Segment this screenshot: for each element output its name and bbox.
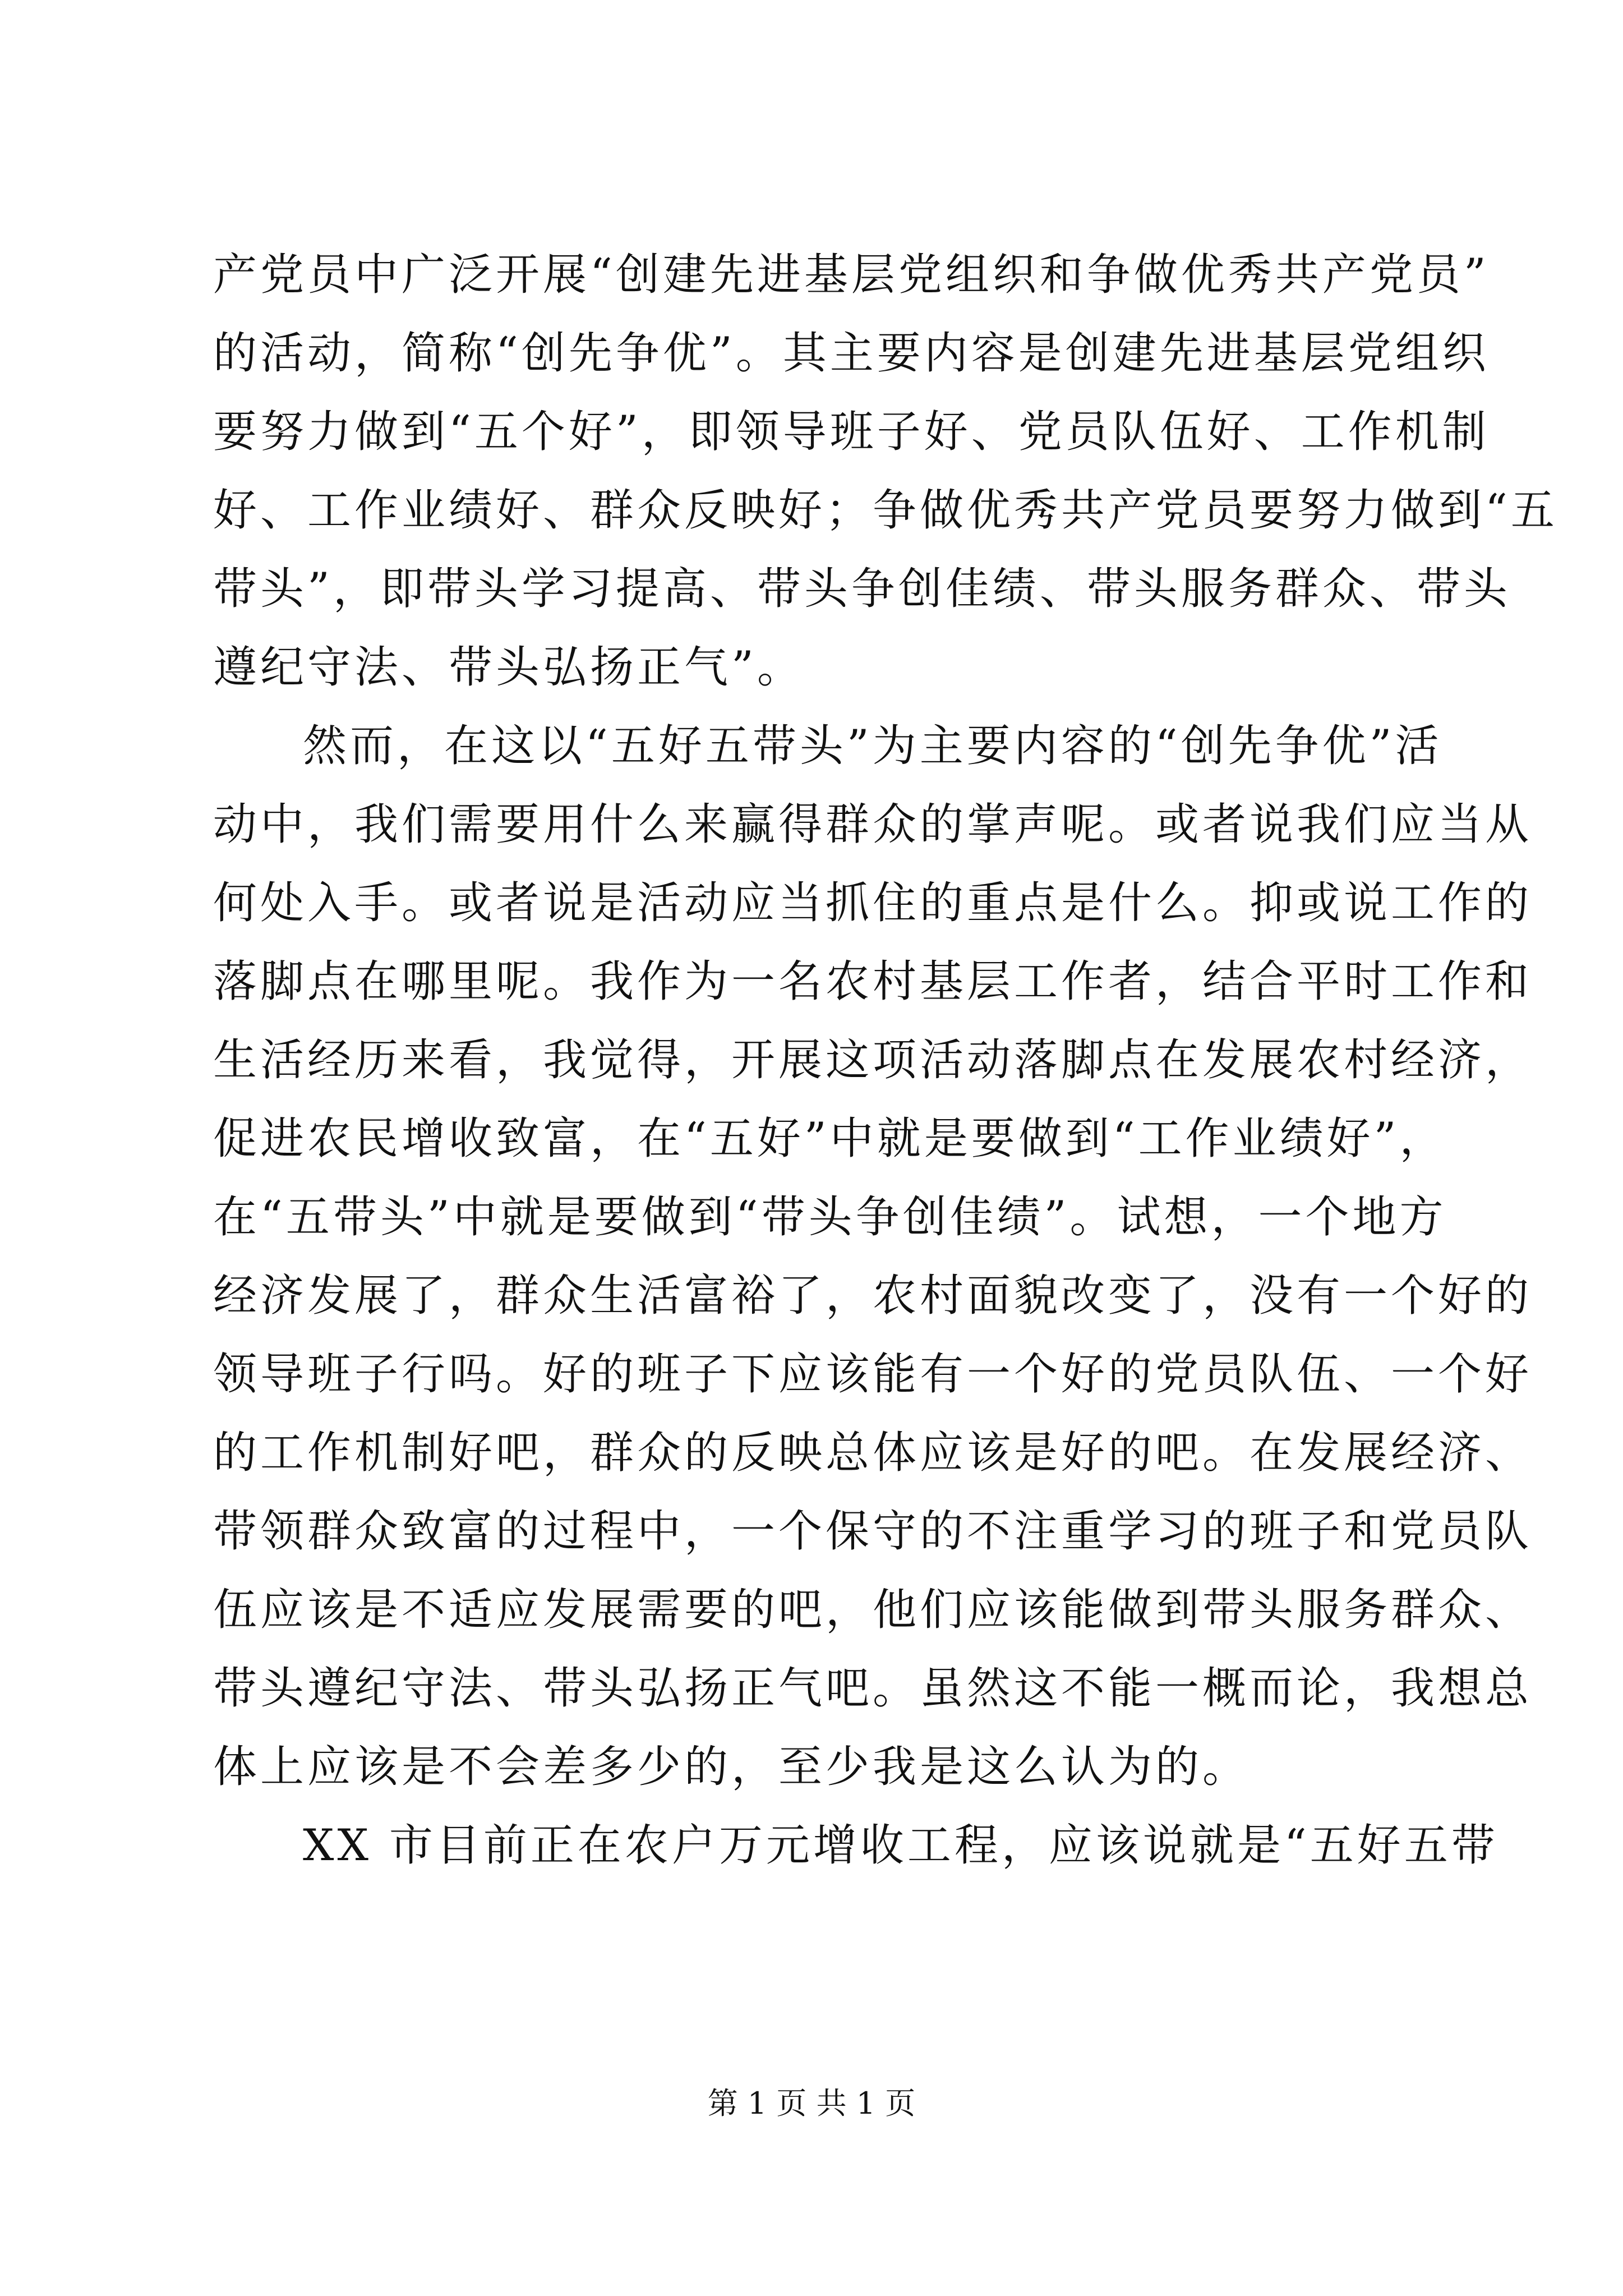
text-line: 产党员中广泛开展“创建先进基层党组织和争做优秀共产党员”	[213, 250, 1490, 300]
text-line: 动中，我们需要用什么来赢得群众的掌声呢。或者说我们应当从	[213, 799, 1533, 850]
paragraph-first-line: XX 市目前正在农户万元增收工程，应该说就是“五好五带	[303, 1820, 1498, 1871]
text-line: 在“五带头”中就是要做到“带头争创佳绩”。试想，一个地方	[213, 1192, 1447, 1243]
text-line: 要努力做到“五个好”，即领导班子好、党员队伍好、工作机制	[213, 407, 1490, 457]
text-line: 遵纪守法、带头弘扬正气”。	[213, 642, 804, 693]
document-body	[213, 236, 1558, 1885]
text-line: 何处入手。或者说是活动应当抓住的重点是什么。抑或说工作的	[213, 878, 1533, 928]
text-line: 落脚点在哪里呢。我作为一名农村基层工作者，结合平时工作和	[213, 956, 1533, 1007]
text-line: 领导班子行吗。好的班子下应该能有一个好的党员队伍、一个好	[213, 1349, 1533, 1400]
paragraph-first-line: 然而，在这以“五好五带头”为主要内容的“创先争优”活	[303, 721, 1442, 771]
text-line: 经济发展了，群众生活富裕了，农村面貌改变了，没有一个好的	[213, 1271, 1533, 1321]
text-line: 生活经历来看，我觉得，开展这项活动落脚点在发展农村经济，	[213, 1035, 1533, 1085]
text-line: 的工作机制好吧，群众的反映总体应该是好的吧。在发展经济、	[213, 1428, 1533, 1478]
text-line: 带头”，即带头学习提高、带头争创佳绩、带头服务群众、带头	[213, 564, 1511, 614]
text-line: 伍应该是不适应发展需要的吧，他们应该能做到带头服务群众、	[213, 1585, 1533, 1635]
text-line: 促进农民增收致富，在“五好”中就是要做到“工作业绩好”，	[213, 1114, 1447, 1164]
text-line: 的活动，简称“创先争优”。其主要内容是创建先进基层党组织	[213, 328, 1490, 379]
text-line: 带头遵纪守法、带头弘扬正气吧。虽然这不能一概而论，我想总	[213, 1663, 1533, 1714]
text-line: 体上应该是不会差多少的，至少我是这么认为的。	[213, 1742, 1250, 1792]
text-line: 好、工作业绩好、群众反映好；争做优秀共产党员要努力做到“五	[213, 485, 1558, 536]
page-footer: 第 1 页 共 1 页	[707, 2086, 916, 2121]
text-line: 带领群众致富的过程中，一个保守的不注重学习的班子和党员队	[213, 1506, 1533, 1557]
